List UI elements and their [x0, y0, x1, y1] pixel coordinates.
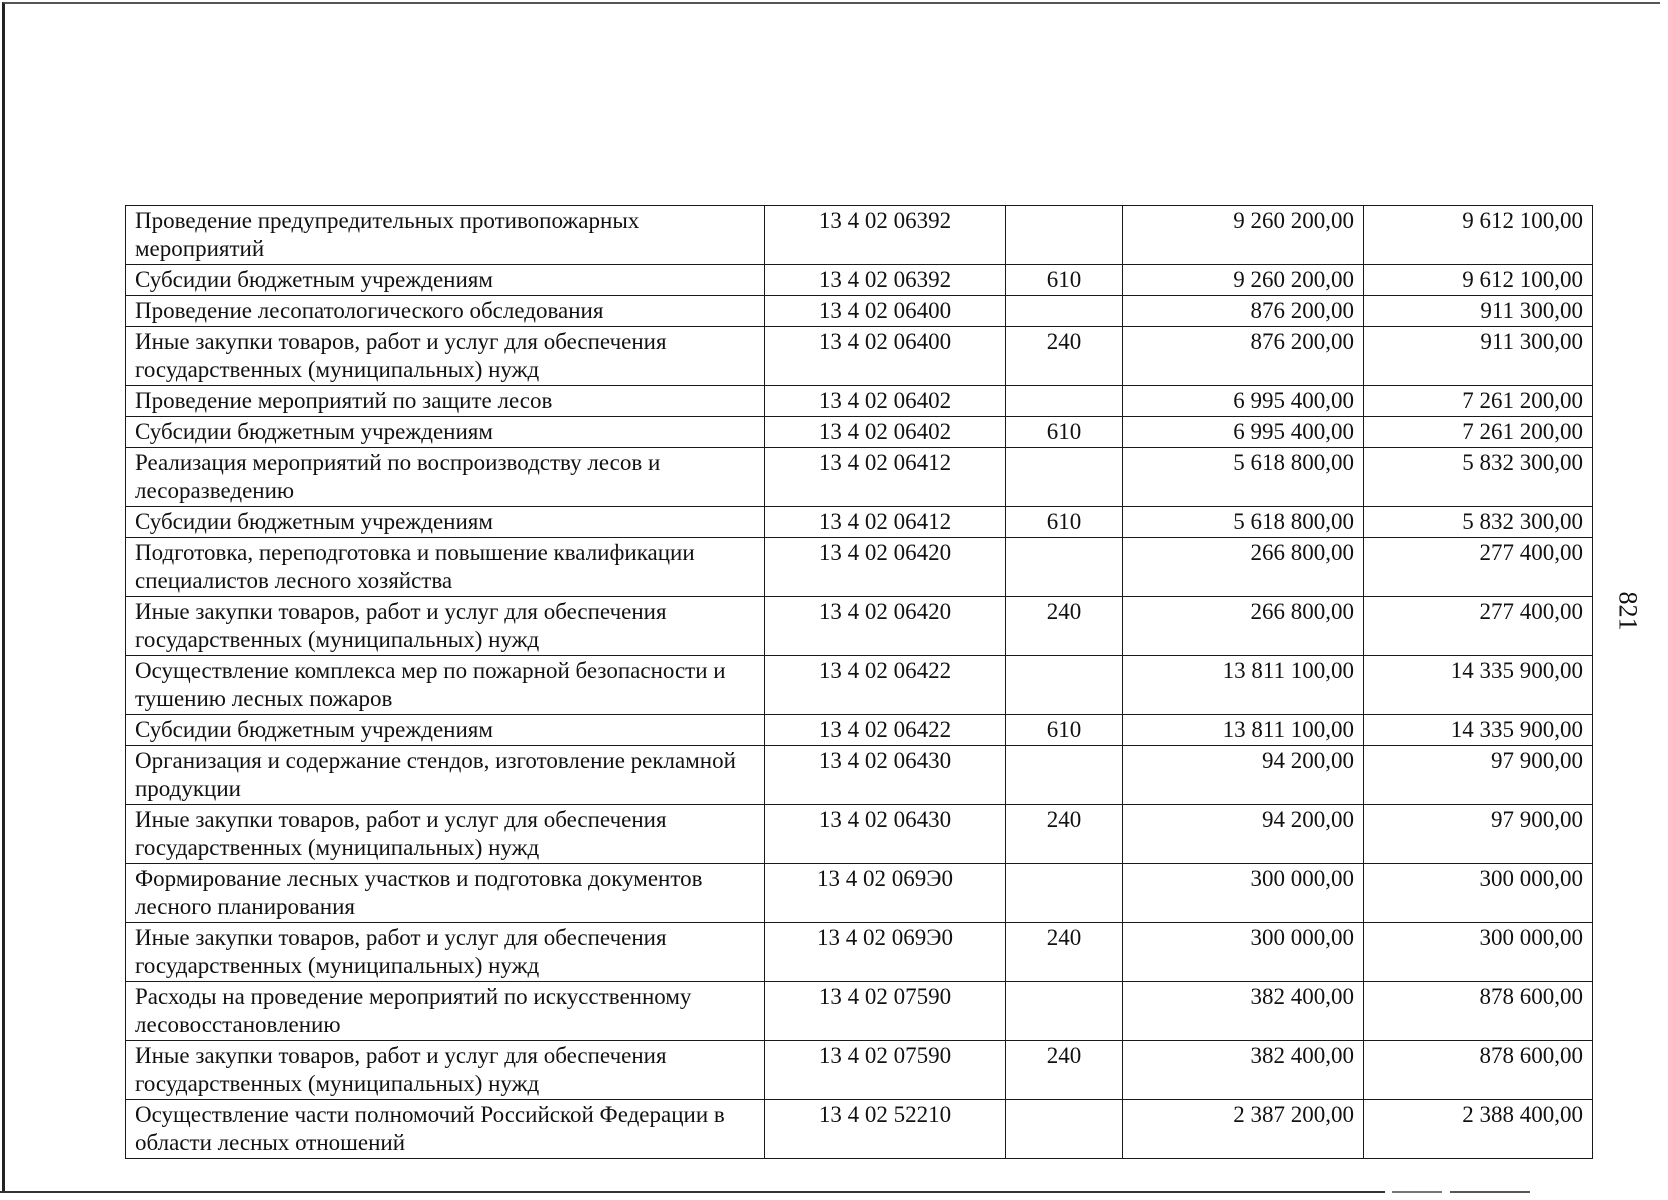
table-row: [126, 597, 1593, 656]
budget-table: [125, 205, 1593, 1159]
page-bottom-edge-fragment: [1392, 1191, 1442, 1193]
table-row: [126, 448, 1593, 507]
row-type: [1006, 982, 1123, 1041]
row-type: 240: [1006, 597, 1123, 656]
row-type: [1006, 296, 1123, 327]
table-row: [126, 507, 1593, 538]
row-type: [1006, 656, 1123, 715]
row-type: [1006, 864, 1123, 923]
row-name: Проведение мероприятий по защите лесов: [126, 386, 765, 417]
table-row: [126, 864, 1593, 923]
row-code: 13 4 02 06422: [765, 715, 1006, 746]
row-name: Субсидии бюджетным учреждениям: [126, 715, 765, 746]
table-row: [126, 206, 1593, 265]
row-value-2: 7 261 200,00: [1364, 386, 1593, 417]
row-value-2: 97 900,00: [1364, 805, 1593, 864]
table-row: [126, 386, 1593, 417]
row-value-2: 14 335 900,00: [1364, 656, 1593, 715]
row-name: Проведение лесопатологического обследования: [126, 296, 765, 327]
row-value-1: 9 260 200,00: [1123, 206, 1364, 265]
row-name: Иные закупки товаров, работ и услуг для обеспечения государственных (муниципальных) нужд: [126, 597, 765, 656]
row-value-1: 13 811 100,00: [1123, 656, 1364, 715]
row-code: 13 4 02 06400: [765, 296, 1006, 327]
table-row: [126, 923, 1593, 982]
row-name: Иные закупки товаров, работ и услуг для обеспечения государственных (муниципальных) нужд: [126, 805, 765, 864]
row-name: Подготовка, переподготовка и повышение квалификации специалистов лесного хозяйства: [126, 538, 765, 597]
row-type: 240: [1006, 327, 1123, 386]
row-value-2: 878 600,00: [1364, 982, 1593, 1041]
row-code: 13 4 02 069Э0: [765, 864, 1006, 923]
row-name: Реализация мероприятий по воспроизводству лесов и лесоразведению: [126, 448, 765, 507]
row-code: 13 4 02 06430: [765, 805, 1006, 864]
table-body: [126, 206, 1593, 1159]
row-code: 13 4 02 06412: [765, 448, 1006, 507]
row-value-2: 5 832 300,00: [1364, 448, 1593, 507]
row-name: Субсидии бюджетным учреждениям: [126, 265, 765, 296]
row-value-1: 876 200,00: [1123, 296, 1364, 327]
row-value-1: 300 000,00: [1123, 923, 1364, 982]
row-value-2: 9 612 100,00: [1364, 206, 1593, 265]
row-code: 13 4 02 07590: [765, 982, 1006, 1041]
row-value-1: 6 995 400,00: [1123, 386, 1364, 417]
row-code: 13 4 02 06402: [765, 417, 1006, 448]
row-code: 13 4 02 06392: [765, 206, 1006, 265]
row-type: 610: [1006, 417, 1123, 448]
row-value-1: 266 800,00: [1123, 538, 1364, 597]
row-name: Иные закупки товаров, работ и услуг для обеспечения государственных (муниципальных) нужд: [126, 923, 765, 982]
row-value-1: 6 995 400,00: [1123, 417, 1364, 448]
row-type: [1006, 538, 1123, 597]
row-name: Субсидии бюджетным учреждениям: [126, 507, 765, 538]
page-number: 821: [1613, 591, 1643, 631]
row-value-2: 14 335 900,00: [1364, 715, 1593, 746]
row-name: Иные закупки товаров, работ и услуг для обеспечения государственных (муниципальных) нужд: [126, 1041, 765, 1100]
row-value-2: 5 832 300,00: [1364, 507, 1593, 538]
row-value-2: 9 612 100,00: [1364, 265, 1593, 296]
row-type: 240: [1006, 805, 1123, 864]
row-code: 13 4 02 06422: [765, 656, 1006, 715]
table-row: [126, 538, 1593, 597]
row-value-2: 300 000,00: [1364, 923, 1593, 982]
row-value-1: 13 811 100,00: [1123, 715, 1364, 746]
table-row: [126, 746, 1593, 805]
row-value-1: 94 200,00: [1123, 746, 1364, 805]
row-code: 13 4 02 52210: [765, 1100, 1006, 1159]
table-row: [126, 296, 1593, 327]
row-value-2: 878 600,00: [1364, 1041, 1593, 1100]
table-row: [126, 982, 1593, 1041]
row-type: 240: [1006, 1041, 1123, 1100]
row-value-2: 97 900,00: [1364, 746, 1593, 805]
row-value-2: 277 400,00: [1364, 597, 1593, 656]
row-code: 13 4 02 07590: [765, 1041, 1006, 1100]
row-name: Расходы на проведение мероприятий по искусственному лесовосстановлению: [126, 982, 765, 1041]
row-value-2: 277 400,00: [1364, 538, 1593, 597]
row-code: 13 4 02 06420: [765, 597, 1006, 656]
row-value-1: 5 618 800,00: [1123, 448, 1364, 507]
row-code: 13 4 02 06420: [765, 538, 1006, 597]
row-name: Осуществление комплекса мер по пожарной безопасности и тушению лесных пожаров: [126, 656, 765, 715]
row-type: [1006, 206, 1123, 265]
table-row: [126, 327, 1593, 386]
row-value-1: 9 260 200,00: [1123, 265, 1364, 296]
row-code: 13 4 02 06400: [765, 327, 1006, 386]
row-value-2: 300 000,00: [1364, 864, 1593, 923]
row-name: Проведение предупредительных противопожарных мероприятий: [126, 206, 765, 265]
row-type: [1006, 746, 1123, 805]
row-type: [1006, 386, 1123, 417]
row-code: 13 4 02 069Э0: [765, 923, 1006, 982]
row-value-1: 266 800,00: [1123, 597, 1364, 656]
table-row: [126, 417, 1593, 448]
row-code: 13 4 02 06430: [765, 746, 1006, 805]
row-code: 13 4 02 06402: [765, 386, 1006, 417]
row-value-2: 911 300,00: [1364, 327, 1593, 386]
row-value-1: 876 200,00: [1123, 327, 1364, 386]
row-value-1: 382 400,00: [1123, 1041, 1364, 1100]
row-code: 13 4 02 06392: [765, 265, 1006, 296]
table-row: [126, 265, 1593, 296]
row-name: Осуществление части полномочий Российской Федерации в области лесных отношений: [126, 1100, 765, 1159]
page-bottom-edge: [0, 1191, 1385, 1193]
row-value-1: 5 618 800,00: [1123, 507, 1364, 538]
row-value-1: 94 200,00: [1123, 805, 1364, 864]
row-type: 610: [1006, 265, 1123, 296]
row-value-1: 300 000,00: [1123, 864, 1364, 923]
row-name: Субсидии бюджетным учреждениям: [126, 417, 765, 448]
row-value-2: 2 388 400,00: [1364, 1100, 1593, 1159]
table-row: [126, 805, 1593, 864]
row-value-1: 382 400,00: [1123, 982, 1364, 1041]
row-type: [1006, 448, 1123, 507]
row-type: 610: [1006, 507, 1123, 538]
row-name: Иные закупки товаров, работ и услуг для обеспечения государственных (муниципальных) нужд: [126, 327, 765, 386]
table-row: [126, 1100, 1593, 1159]
row-value-2: 7 261 200,00: [1364, 417, 1593, 448]
row-code: 13 4 02 06412: [765, 507, 1006, 538]
row-value-2: 911 300,00: [1364, 296, 1593, 327]
row-value-1: 2 387 200,00: [1123, 1100, 1364, 1159]
page-bottom-edge-fragment: [1450, 1191, 1530, 1193]
table-row: [126, 1041, 1593, 1100]
table-row: [126, 656, 1593, 715]
row-type: 240: [1006, 923, 1123, 982]
row-type: [1006, 1100, 1123, 1159]
row-type: 610: [1006, 715, 1123, 746]
table-row: [126, 715, 1593, 746]
row-name: Формирование лесных участков и подготовка документов лесного планирования: [126, 864, 765, 923]
row-name: Организация и содержание стендов, изготовление рекламной продукции: [126, 746, 765, 805]
